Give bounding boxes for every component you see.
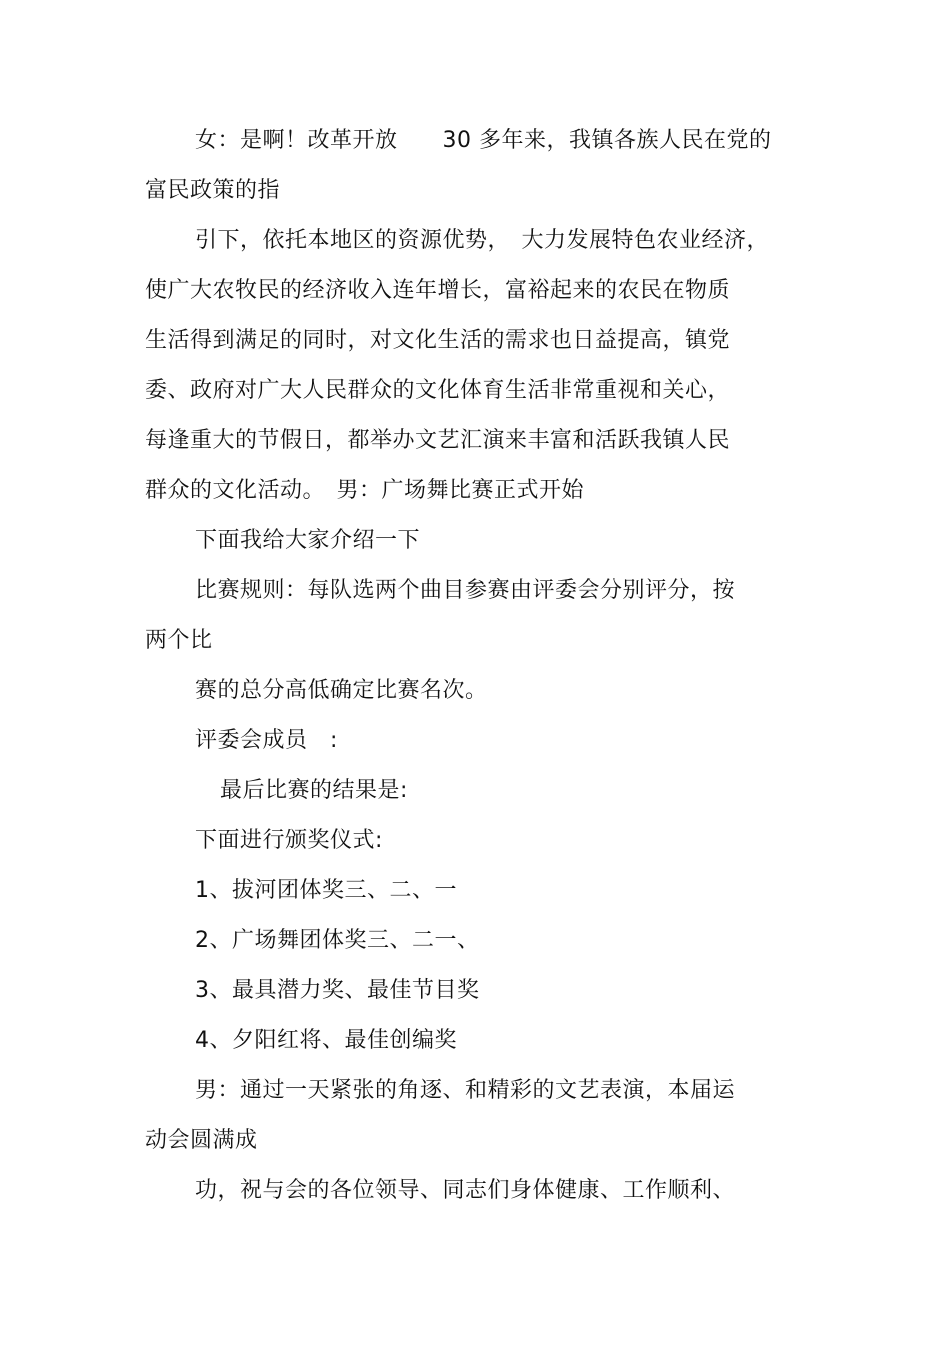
text-line: 4、夕阳红将、最佳创编奖: [195, 1028, 457, 1053]
text-line: 3、最具潜力奖、最佳节目奖: [195, 978, 480, 1003]
text-line: 两个比: [145, 628, 213, 653]
text-line: 每逢重大的节假日，都举办文艺汇演来丰富和活跃我镇人民: [145, 428, 731, 453]
text-line: 女：是啊！改革开放 30 多年来，我镇各族人民在党的: [195, 128, 772, 153]
text-line: 生活得到满足的同时，对文化生活的需求也日益提高，镇党: [145, 328, 731, 353]
text-line: 功，祝与会的各位领导、同志们身体健康、工作顺利、: [195, 1178, 736, 1203]
text-line: 评委会成员 :: [195, 728, 338, 753]
text-line: 富民政策的指: [145, 178, 281, 203]
text-line: 使广大农牧民的经济收入连年增长，富裕起来的农民在物质: [145, 278, 731, 303]
text-line: 动会圆满成: [145, 1128, 258, 1153]
text-line: 引下，依托本地区的资源优势， 大力发展特色农业经济，: [195, 228, 770, 253]
text-line: 1、拔河团体奖三、二、一: [195, 878, 457, 903]
text-line: 群众的文化活动。 男：广场舞比赛正式开始: [145, 478, 585, 503]
text-line: 男：通过一天紧张的角逐、和精彩的文艺表演，本届运: [195, 1078, 736, 1103]
text-line: 2、广场舞团体奖三、二一、: [195, 928, 480, 953]
text-line: 最后比赛的结果是:: [220, 778, 408, 803]
text-line: 下面进行颁奖仪式:: [195, 828, 383, 853]
text-line: 委、政府对广大人民群众的文化体育生活非常重视和关心，: [145, 378, 731, 403]
text-line: 赛的总分高低确定比赛名次。: [195, 678, 488, 703]
text-line: 比赛规则：每队选两个曲目参赛由评委会分别评分，按: [195, 578, 736, 603]
text-line: 下面我给大家介绍一下: [195, 528, 421, 553]
